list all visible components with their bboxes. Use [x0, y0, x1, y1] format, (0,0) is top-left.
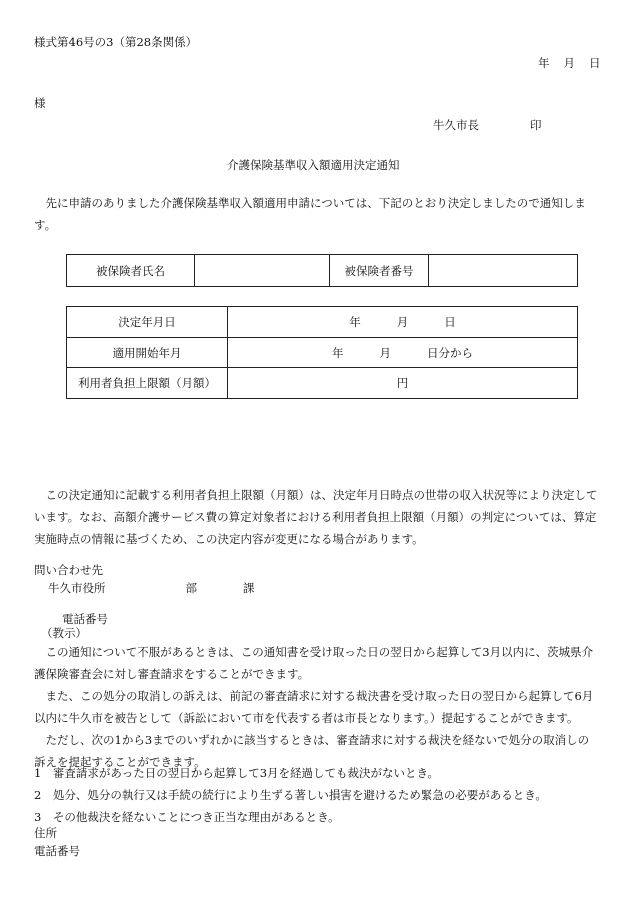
- section-unit: 課: [243, 581, 255, 595]
- instruction-heading: （教示）: [41, 626, 87, 640]
- month-unit: 月: [396, 315, 409, 329]
- recipient-suffix: 様: [34, 96, 46, 110]
- table-row: [67, 368, 578, 399]
- insured-info-table: [66, 254, 578, 287]
- issuer: 牛久市長: [433, 118, 479, 132]
- seal-mark: 印: [530, 118, 542, 132]
- insured-name-value: [195, 255, 330, 287]
- table-row: [67, 307, 578, 338]
- copay-limit-value: [228, 368, 578, 399]
- decision-date-label: 決定年月日: [67, 307, 228, 338]
- contact-office: [48, 580, 255, 596]
- office-name: 牛久市役所: [48, 581, 106, 595]
- intro-paragraph: 先に申請のありました介護保険基準収入額適用申請については、下記のとおり決定しましたので通知します。: [34, 196, 586, 232]
- insured-number-value: [429, 255, 578, 287]
- insured-number-label: 被保険者番号: [330, 255, 429, 287]
- month-unit: 月: [379, 345, 391, 360]
- day-from-unit: 日分から: [427, 345, 473, 360]
- start-date-label: 適用開始年月: [67, 338, 228, 368]
- note-paragraph: この決定通知に記載する利用者負担上限額（月額）は、決定年月日時点の世帯の収入状況等により決定しています。なお、高額介護サービス費の算定対象者における利用者負担上限額（月額）の判定については、算定実施時点の情報に基づくため、この決定内容が変更になる場合があります。: [34, 488, 598, 546]
- day-unit: 日: [444, 315, 456, 329]
- list-item: 3 その他裁決を経ないことにつき正当な理由があるとき。: [34, 810, 340, 824]
- dept-unit: 部: [185, 581, 197, 595]
- copay-limit-label: 利用者負担上限額（月額）: [67, 368, 228, 399]
- date-year: 年: [538, 56, 550, 70]
- contact-phone-label: 電話番号: [62, 612, 108, 626]
- address-label: 住所: [34, 826, 57, 840]
- date-line: [538, 55, 601, 71]
- form-number: 様式第46号の3（第28条関係）: [34, 35, 198, 49]
- table-row: [67, 338, 578, 368]
- year-unit: 年: [332, 345, 344, 360]
- date-month: 月: [563, 56, 575, 70]
- start-date-value: [228, 338, 578, 368]
- list-item: 1 審査請求があった日の翌日から起算して3月を経過しても裁決がないとき。: [34, 766, 440, 780]
- year-unit: 年: [349, 315, 361, 329]
- instruction-paragraph-3: ただし、次の1から3までのいずれかに該当するときは、審査請求に対する裁決を経ないで処分の取消しの訴えを提起することができます。: [34, 733, 590, 769]
- decision-table: [66, 306, 578, 399]
- insured-name-label: 被保険者氏名: [67, 255, 195, 287]
- contact-heading: 問い合わせ先: [34, 563, 103, 577]
- footer-phone-label: 電話番号: [34, 844, 80, 858]
- instruction-paragraph-1: この通知について不服があるときは、この通知書を受け取った日の翌日から起算して3月以内に、茨城県介護保険審査会に対し審査請求をすることができます。: [34, 645, 594, 681]
- date-day: 日: [589, 56, 601, 70]
- document-title: 介護保険基準収入額適用決定通知: [227, 158, 400, 172]
- list-item: 2 処分、処分の執行又は手続の続行により生ずる著しい損害を避けるため緊急の必要があるとき。: [34, 788, 547, 802]
- decision-date-value: [228, 307, 578, 338]
- yen-unit: 円: [396, 376, 409, 390]
- instruction-paragraph-2: また、この処分の取消しの訴えは、前記の審査請求に対する裁決書を受け取った日の翌日から起算して6月以内に牛久市を被告として（訴訟において市を代表する者は市長となります。）提起することができます。: [34, 689, 594, 725]
